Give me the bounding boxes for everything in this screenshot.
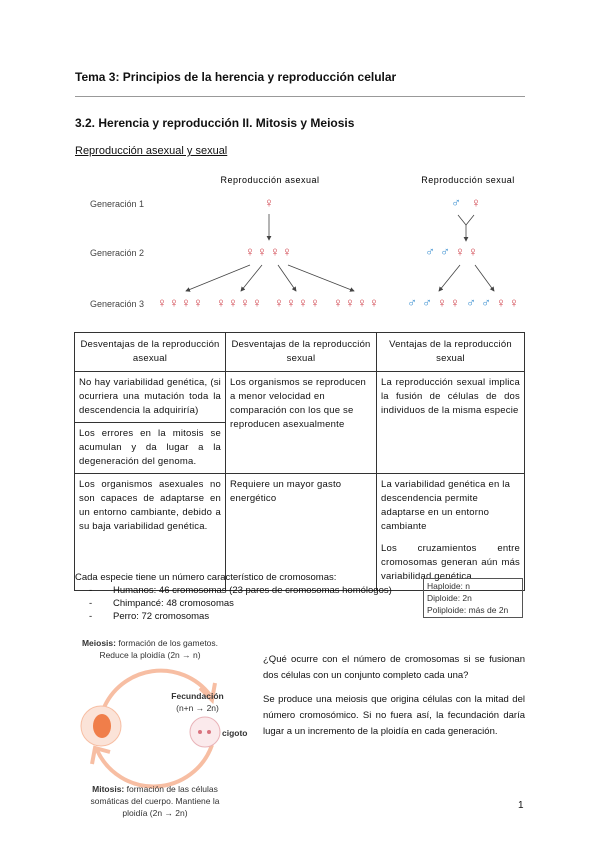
asexual-disadvantage-2-top bbox=[75, 423, 226, 474]
male-symbol-icon: ♂ bbox=[407, 295, 417, 310]
meiosis-term: Meiosis: bbox=[81, 638, 116, 648]
male-symbol-icon: ♂ bbox=[466, 295, 476, 310]
ploidy-diploid: Diploide: 2n bbox=[427, 593, 472, 603]
asexual-disadvantage-2: Los errores en la mitosis se acumulan y da lugar a la degeneración del genoma. bbox=[79, 428, 221, 467]
female-symbol-icon: ♀ bbox=[310, 295, 320, 310]
page-header-title: Tema 3: Principios de la herencia y reproducción celular bbox=[75, 70, 397, 84]
generation-3-label: Generación 3 bbox=[90, 299, 145, 309]
asexual-disadvantage-3: Los organismos asexuales no son capaces de adaptarse en un entorno cambiante, debido a su baja variabilidad genética. bbox=[75, 474, 226, 591]
female-symbol-icon: ♀ bbox=[455, 244, 465, 259]
female-symbol-icon: ♀ bbox=[333, 295, 343, 310]
sexual-advantage-2: La variabilidad genética en la descendencia permite adaptarse en un entorno cambiante bbox=[381, 479, 511, 532]
page-number: 1 bbox=[518, 800, 524, 811]
sexual-advantage-2-cell bbox=[377, 474, 525, 591]
sexual-advantage-1: La reproducción sexual implica la fusión de células de dos individuos de la misma especie bbox=[377, 372, 525, 474]
female-symbol-icon: ♀ bbox=[509, 295, 519, 310]
female-symbol-icon: ♀ bbox=[437, 295, 447, 310]
fecundacion-term: Fecundación bbox=[171, 691, 224, 701]
question: ¿Qué ocurre con el número de cromosomas si se fusionan dos células con un conjunto completo cada una? bbox=[263, 654, 525, 681]
comparison-table bbox=[74, 332, 525, 591]
female-symbol-icon: ♀ bbox=[286, 295, 296, 310]
female-symbol-icon: ♀ bbox=[157, 295, 167, 310]
asexual-disadvantage-1: No hay variabilidad genética, (si ocurriera una mutación toda la descendencia la adquiriría) bbox=[75, 372, 226, 423]
chromosome-item: - Perro: 72 cromosomas bbox=[89, 610, 392, 623]
female-symbol-icon: ♀ bbox=[193, 295, 203, 310]
female-symbol-icon: ♀ bbox=[216, 295, 226, 310]
female-symbol-icon: ♀ bbox=[274, 295, 284, 310]
female-symbol-icon: ♀ bbox=[345, 295, 355, 310]
female-symbol-icon: ♀ bbox=[181, 295, 191, 310]
male-symbol-icon: ♂ bbox=[451, 195, 461, 210]
female-symbol-icon: ♀ bbox=[240, 295, 250, 310]
sexual-advantage-3: Los cruzamientos entre cromosomas generan aún más variabilidad genética. bbox=[381, 543, 520, 582]
meiosis-label bbox=[80, 637, 220, 661]
sexual-disadvantage-2: Requiere un mayor gasto energético bbox=[226, 474, 377, 591]
sex-symbols bbox=[157, 195, 519, 310]
section-subtitle: Reproducción asexual y sexual bbox=[75, 145, 228, 157]
mitosis-text: formación de las células somáticas del cuerpo. Mantiene la ploidía (2n → 2n) bbox=[90, 784, 220, 818]
female-symbol-icon: ♀ bbox=[357, 295, 367, 310]
fecundacion-text: (n+n → 2n) bbox=[176, 703, 219, 713]
answer: Se produce una meiosis que origina células con la mitad del número cromosómico. Si no fuera así, la fecundación daría lugar a un incremento de la ploidía en cada generación. bbox=[263, 694, 525, 737]
female-symbol-icon: ♀ bbox=[252, 295, 262, 310]
male-symbol-icon: ♂ bbox=[425, 244, 435, 259]
male-symbol-icon: ♂ bbox=[422, 295, 432, 310]
female-symbol-icon: ♀ bbox=[369, 295, 379, 310]
sexual-disadvantage-1: Los organismos se reproducen a menor velocidad en comparación con los que se reproducen asexualmente bbox=[226, 372, 377, 474]
female-symbol-icon: ♀ bbox=[245, 244, 255, 259]
header-sexual-disadvantages: Desventajas de la reproducción sexual bbox=[226, 333, 377, 372]
female-symbol-icon: ♀ bbox=[257, 244, 267, 259]
ploidy-box bbox=[423, 578, 523, 618]
chromosome-list bbox=[75, 571, 392, 623]
ploidy-haploid: Haploide: n bbox=[427, 581, 471, 591]
male-symbol-icon: ♂ bbox=[481, 295, 491, 310]
generation-1-label: Generación 1 bbox=[90, 199, 145, 209]
female-symbol-icon: ♀ bbox=[298, 295, 308, 310]
zygote-icon bbox=[190, 717, 220, 747]
header-sexual-advantages: Ventajas de la reproducción sexual bbox=[377, 333, 525, 372]
section-title: 3.2. Herencia y reproducción II. Mitosis y Meiosis bbox=[75, 116, 355, 130]
meiosis-text: formación de los gametos. Reduce la ploidía (2n → n) bbox=[99, 638, 219, 660]
header-asexual-disadvantages: Desventajas de la reproducción asexual bbox=[75, 333, 226, 372]
male-symbol-icon: ♂ bbox=[440, 244, 450, 259]
asexual-title: Reproducción asexual bbox=[220, 175, 320, 185]
mitosis-term: Mitosis: bbox=[92, 784, 125, 794]
question-answer bbox=[263, 652, 525, 748]
fecundacion-label bbox=[160, 690, 235, 714]
generation-2-label: Generación 2 bbox=[90, 248, 145, 258]
mitosis-label bbox=[90, 783, 220, 819]
female-symbol-icon: ♀ bbox=[450, 295, 460, 310]
chromosome-item: - Chimpancé: 48 cromosomas bbox=[89, 597, 392, 610]
female-symbol-icon: ♀ bbox=[468, 244, 478, 259]
female-symbol-icon: ♀ bbox=[264, 195, 274, 210]
ploidy-polyploid: Poliploide: más de 2n bbox=[427, 605, 509, 615]
reproduction-diagram bbox=[0, 0, 600, 330]
female-symbol-icon: ♀ bbox=[282, 244, 292, 259]
cigoto-label: cigoto bbox=[222, 728, 248, 738]
female-symbol-icon: ♀ bbox=[228, 295, 238, 310]
sexual-title: Reproducción sexual bbox=[421, 175, 515, 185]
female-symbol-icon: ♀ bbox=[169, 295, 179, 310]
chromosome-intro: Cada especie tiene un número característico de cromosomas: bbox=[75, 572, 337, 583]
female-symbol-icon: ♀ bbox=[496, 295, 506, 310]
chromosome-item: - Humanos: 46 cromosomas (23 pares de cromosomas homólogos) bbox=[89, 584, 392, 597]
female-symbol-icon: ♀ bbox=[471, 195, 481, 210]
female-symbol-icon: ♀ bbox=[270, 244, 280, 259]
